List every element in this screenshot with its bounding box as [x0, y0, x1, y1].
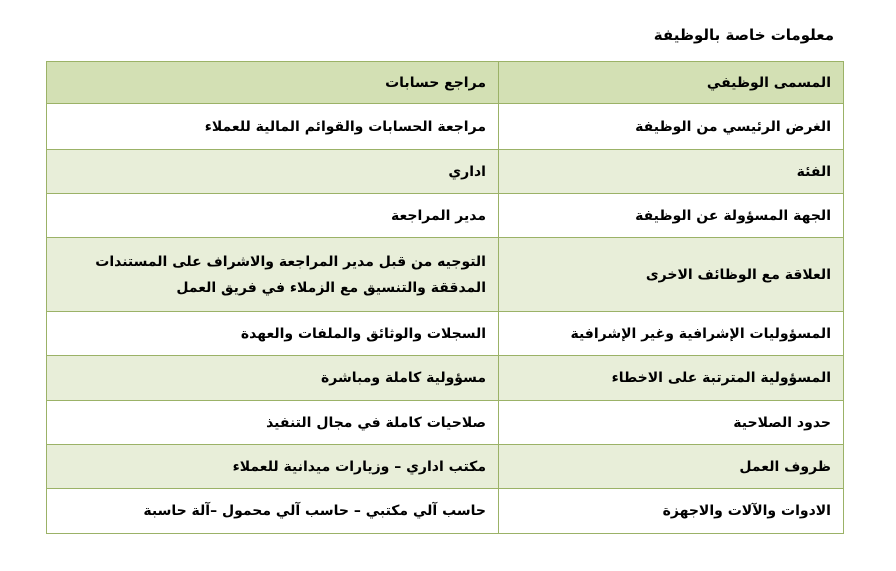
row-label: الغرض الرئيسي من الوظيفة [499, 104, 844, 150]
row-value: التوجيه من قبل مدير المراجعة والاشراف على المستندات المدققة والتنسيق مع الزملاء في فريق العمل [47, 238, 499, 312]
row-value: حاسب آلي مكتبي – حاسب آلي محمول –آلة حاسبة [47, 489, 499, 534]
table-row [47, 150, 844, 194]
row-value: مراجعة الحسابات والقوائم المالية للعملاء [47, 104, 499, 150]
row-value: مسؤولية كاملة ومباشرة [47, 356, 499, 401]
row-value: السجلات والوثائق والملفات والعهدة [47, 312, 499, 356]
table-row [47, 356, 844, 401]
table-row [47, 489, 844, 534]
job-title-value: مراجع حسابات [47, 62, 499, 104]
job-info-table [46, 61, 844, 534]
row-value: صلاحيات كاملة في مجال التنفيذ [47, 401, 499, 445]
table-row [47, 104, 844, 150]
row-label: الجهة المسؤولة عن الوظيفة [499, 194, 844, 238]
table-header-row [47, 62, 844, 104]
job-title-label: المسمى الوظيفي [499, 62, 844, 104]
row-value: اداري [47, 150, 499, 194]
row-value: مدير المراجعة [47, 194, 499, 238]
table-row [47, 445, 844, 489]
row-label: المسؤولية المترتبة على الاخطاء [499, 356, 844, 401]
section-title: معلومات خاصة بالوظيفة [653, 26, 834, 44]
row-label: ظروف العمل [499, 445, 844, 489]
table-row [47, 238, 844, 312]
row-label: الفئة [499, 150, 844, 194]
table-row [47, 312, 844, 356]
row-value: مكتب اداري – وزيارات ميدانية للعملاء [47, 445, 499, 489]
row-label: الادوات والآلات والاجهزة [499, 489, 844, 534]
row-label: العلاقة مع الوظائف الاخرى [499, 238, 844, 312]
row-label: المسؤوليات الإشرافية وغير الإشرافية [499, 312, 844, 356]
table-row [47, 194, 844, 238]
row-label: حدود الصلاحية [499, 401, 844, 445]
table-row [47, 401, 844, 445]
